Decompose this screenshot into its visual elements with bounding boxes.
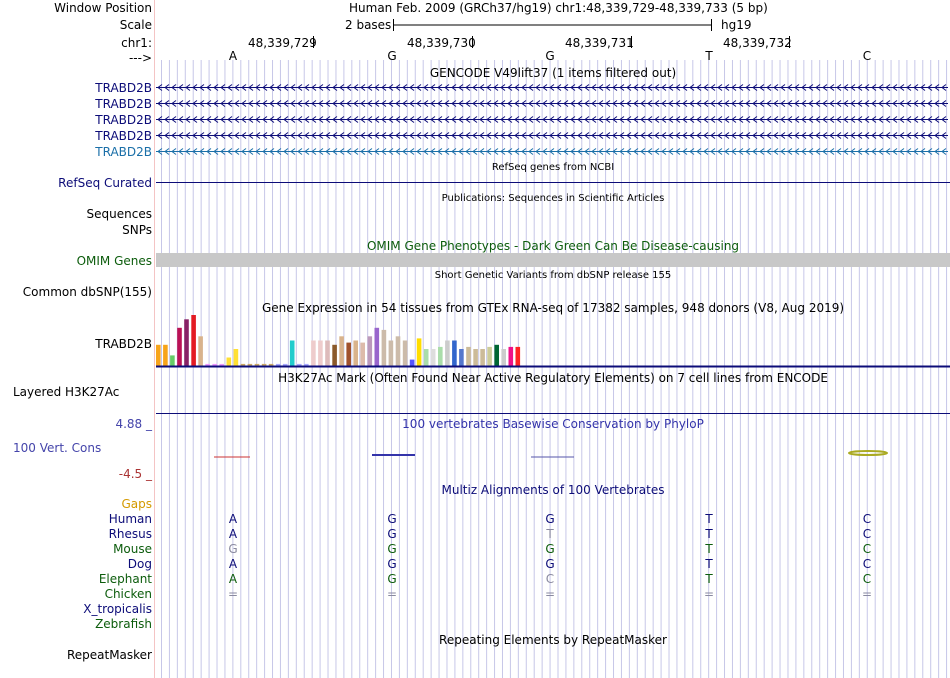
gtex-bar	[445, 341, 450, 367]
gtex-bar	[438, 347, 443, 366]
repeatmasker-title: Repeating Elements by RepeatMasker	[439, 633, 667, 647]
gtex-bar	[234, 349, 239, 366]
gtex-bar	[311, 341, 316, 367]
multiz-base: A	[228, 512, 238, 526]
gtex-bar	[466, 347, 471, 366]
gtex-bar	[459, 349, 464, 366]
gtex-bar	[191, 315, 196, 366]
gtex-bar	[403, 341, 408, 367]
h3k27ac-title: H3K27Ac Mark (Often Found Near Active Regulatory Elements) on 7 cell lines from ENCODE	[278, 371, 828, 385]
multiz-base: G	[228, 542, 238, 556]
multiz-species-label[interactable]: Dog	[127, 557, 152, 571]
gencode-track-label-3[interactable]: TRABD2B	[95, 113, 152, 127]
multiz-species-label[interactable]: Elephant	[98, 572, 152, 586]
gtex-bar	[360, 343, 365, 366]
multiz-base: A	[228, 572, 238, 586]
multiz-base: T	[705, 557, 713, 571]
multiz-base: G	[387, 572, 397, 586]
multiz-base: G	[387, 527, 397, 541]
gtex-bar	[346, 343, 351, 366]
position-4: 48,339,732	[723, 36, 792, 50]
gtex-bar	[198, 336, 203, 366]
multiz-species-label[interactable]: Rhesus	[108, 527, 152, 541]
phylop-min-label: -4.5 _	[118, 467, 152, 481]
multiz-base: =	[703, 587, 715, 601]
publications-sequences-label[interactable]: Sequences	[86, 207, 152, 221]
omim-track-label[interactable]: OMIM Genes	[76, 254, 152, 268]
gtex-bar	[382, 330, 387, 366]
multiz-base: C	[862, 557, 872, 571]
dbsnp-title: Short Genetic Variants from dbSNP release 155	[434, 270, 672, 281]
gtex-bar	[452, 341, 457, 367]
gtex-bar	[480, 349, 485, 366]
multiz-base: =	[861, 587, 873, 601]
gtex-bar	[473, 349, 478, 366]
ref-base-2: G	[387, 49, 397, 63]
multiz-base: A	[228, 557, 238, 571]
multiz-base: C	[862, 572, 872, 586]
multiz-base: =	[227, 587, 239, 601]
gtex-bar	[431, 349, 436, 366]
gtex-bar	[509, 347, 514, 366]
gtex-bar	[516, 347, 521, 366]
gtex-track-label[interactable]: TRABD2B	[95, 337, 152, 351]
gtex-bar	[353, 341, 358, 367]
gtex-bar	[318, 341, 323, 367]
multiz-species-label[interactable]: Human	[108, 512, 152, 526]
gtex-bar	[163, 345, 168, 366]
gaps-label[interactable]: Gaps	[121, 497, 152, 511]
gtex-bar	[184, 319, 189, 366]
gtex-bar	[325, 341, 330, 367]
multiz-base: =	[386, 587, 398, 601]
window-position-value: Human Feb. 2009 (GRCh37/hg19) chr1:48,339,729-48,339,733 (5 bp)	[349, 1, 768, 15]
gtex-bar	[170, 355, 175, 366]
ref-base-5: C	[862, 49, 872, 63]
gtex-bar	[417, 338, 422, 366]
scale-assembly: hg19	[721, 18, 752, 32]
multiz-base: G	[387, 557, 397, 571]
multiz-base: T	[705, 572, 713, 586]
strand-label: --->	[128, 51, 152, 65]
refseq-track-label[interactable]: RefSeq Curated	[58, 176, 152, 190]
multiz-base: G	[545, 557, 555, 571]
gtex-bar	[177, 328, 182, 366]
phylop-mark-4	[849, 451, 887, 455]
gencode-track-label-1[interactable]: TRABD2B	[95, 81, 152, 95]
gtex-bar	[424, 349, 429, 366]
multiz-species-label[interactable]: X_tropicalis	[83, 602, 152, 616]
multiz-base: T	[705, 527, 713, 541]
gtex-bar	[487, 347, 492, 366]
gtex-bar	[410, 360, 415, 366]
gencode-gene-lines	[156, 85, 948, 155]
window-position-label: Window Position	[54, 1, 152, 15]
multiz-base: G	[387, 512, 397, 526]
dbsnp-track-label[interactable]: Common dbSNP(155)	[22, 285, 152, 299]
gencode-track-label-5[interactable]: TRABD2B	[95, 145, 152, 159]
publications-title: Publications: Sequences in Scientific Articles	[441, 193, 665, 204]
gtex-title: Gene Expression in 54 tissues from GTEx RNA-seq of 17382 samples, 948 donors (V8, Aug 2019)	[261, 301, 845, 315]
gencode-track-label-4[interactable]: TRABD2B	[95, 129, 152, 143]
ref-base-1: A	[228, 49, 238, 63]
multiz-species-label[interactable]: Chicken	[104, 587, 152, 601]
position-3: 48,339,731	[565, 36, 634, 50]
refseq-title: RefSeq genes from NCBI	[491, 162, 615, 173]
gtex-bar	[332, 345, 337, 366]
multiz-base: C	[862, 527, 872, 541]
multiz-base: G	[545, 542, 555, 556]
phylop-track-label[interactable]: 100 Vert. Cons	[13, 441, 102, 455]
gencode-title: GENCODE V49lift37 (1 items filtered out)	[429, 66, 677, 80]
multiz-base: C	[862, 542, 872, 556]
scale-value: 2 bases	[345, 18, 392, 32]
position-1: 48,339,729	[248, 36, 317, 50]
multiz-species-label[interactable]: Zebrafish	[95, 617, 152, 631]
scale-label: Scale	[119, 18, 152, 32]
gtex-bar-chart	[156, 315, 520, 366]
gtex-bar	[375, 328, 380, 366]
chrom-label: chr1:	[121, 36, 152, 50]
gtex-bar	[339, 336, 344, 366]
ref-base-3: G	[545, 49, 555, 63]
gencode-track-label-2[interactable]: TRABD2B	[95, 97, 152, 111]
multiz-base: =	[544, 587, 556, 601]
multiz-title: Multiz Alignments of 100 Vertebrates	[441, 483, 665, 497]
multiz-base: G	[545, 512, 555, 526]
multiz-base: G	[387, 542, 397, 556]
gtex-bar	[501, 349, 506, 366]
repeatmasker-track-label[interactable]: RepeatMasker	[66, 648, 152, 662]
multiz-base: T	[705, 542, 713, 556]
omim-gene-bar	[156, 253, 950, 267]
position-2: 48,339,730	[407, 36, 476, 50]
h3k27ac-track-label[interactable]: Layered H3K27Ac	[13, 385, 120, 399]
multiz-base: T	[705, 512, 713, 526]
multiz-base: T	[546, 527, 554, 541]
multiz-species-label[interactable]: Mouse	[113, 542, 152, 556]
multiz-base: C	[862, 512, 872, 526]
gtex-bar	[290, 341, 295, 367]
gtex-bar	[227, 358, 232, 367]
multiz-base: A	[228, 527, 238, 541]
ref-base-4: T	[705, 49, 713, 63]
gtex-bar	[156, 345, 161, 366]
gtex-bar	[389, 341, 394, 367]
publications-snps-label[interactable]: SNPs	[122, 223, 152, 237]
omim-title: OMIM Gene Phenotypes - Dark Green Can Be Disease-causing	[366, 239, 740, 253]
multiz-base: C	[545, 572, 555, 586]
gtex-bar	[396, 336, 401, 366]
gtex-bar	[368, 336, 373, 366]
phylop-title: 100 vertebrates Basewise Conservation by PhyloP	[402, 417, 704, 431]
phylop-max-label: 4.88 _	[115, 417, 152, 431]
gtex-bar	[494, 345, 499, 366]
